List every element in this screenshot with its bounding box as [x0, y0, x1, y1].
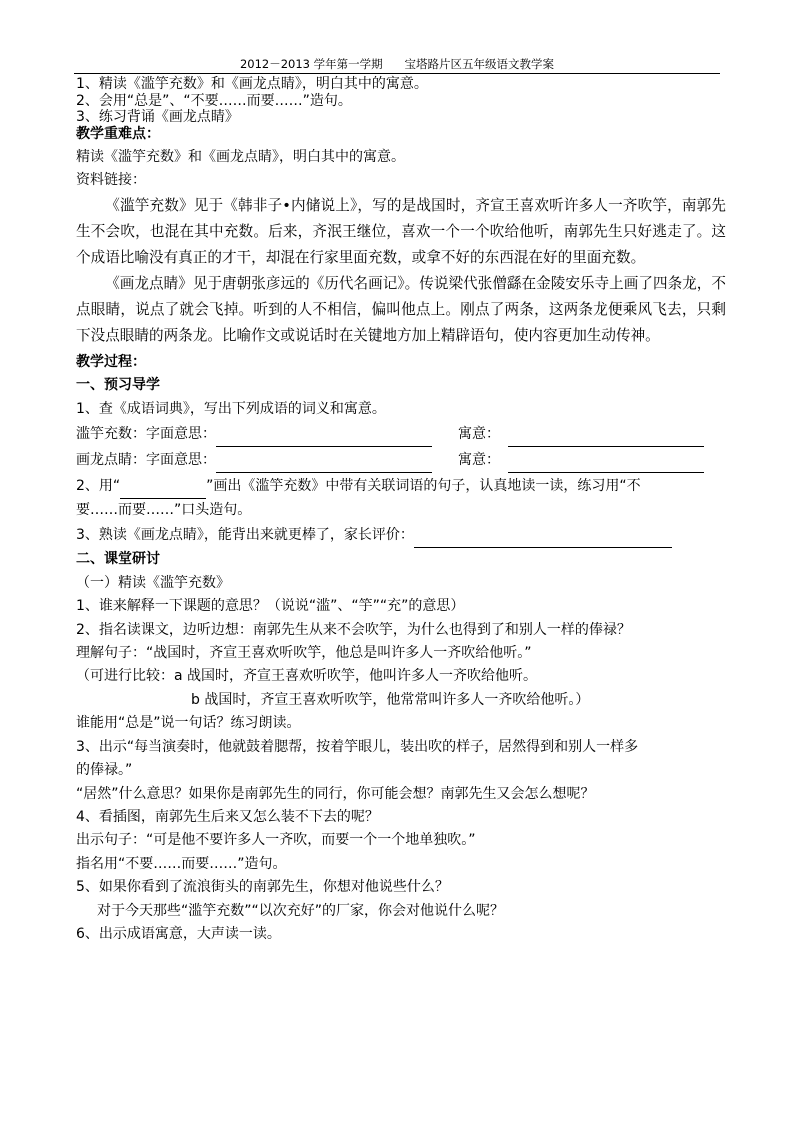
- preview-item-3-text: 3、熟读《画龙点睛》，能背出来就更棒了，家长评价：: [76, 527, 414, 544]
- idiom-row-2-label: 画龙点睛：字面意思：: [76, 452, 216, 469]
- goal-1: 1、精读《滥竽充数》和《画龙点睛》，明白其中的寓意。: [76, 76, 428, 92]
- moral-blank-1[interactable]: [508, 429, 704, 447]
- research-line-9: “居然”什么意思？如果你是南郭先生的同行，你可能会想？南郭先生又会怎么想呢？: [76, 785, 595, 802]
- idiom-row-2: [76, 447, 726, 473]
- resource-title: 资料链接：: [76, 172, 146, 189]
- preview-title: 一、预习导学: [76, 377, 160, 394]
- resource-paragraph-2: 《画龙点睛》见于唐朝张彦远的《历代名画记》。传说梁代张僧繇在金陵安乐寺上画了四条龙，不点眼睛，说点了就会飞掉。听到的人不相信，偏叫他点上。刚点了两条，这两条龙便乘风飞去，只剩下没点眼睛的两条龙。比喻作文或说话时在关键地方加上精辟语句，使内容更加生动传神。: [76, 274, 726, 344]
- research-line-2: 2、指名读课文，边听边想：南郭先生从来不会吹竽，为什么也得到了和别人一样的俸禄？: [76, 621, 631, 638]
- goal-3: 3、练习背诵《画龙点睛》: [76, 109, 239, 125]
- research-line-3: 理解句子：“战国时，齐宣王喜欢听吹竽，他总是叫许多人一齐吹给他听。”: [76, 645, 532, 662]
- parent-evaluation-blank[interactable]: [414, 530, 672, 548]
- research-line-13: 5、如果你看到了流浪街头的南郭先生，你想对他说些什么？: [76, 879, 449, 896]
- process-title: 教学过程：: [76, 353, 146, 370]
- preview-item-2: [76, 473, 726, 499]
- moral-blank-2[interactable]: [508, 455, 704, 473]
- research-line-14: 对于今天那些“滥竽充数”“以次充好”的厂家，你会对他说什么呢？: [97, 902, 505, 919]
- page-header: 2012－2013 学年第一学期 宝塔路片区五年级语文教学案: [74, 56, 720, 74]
- resource-paragraph-1: 《滥竽充数》见于《韩非子•内储说上》，写的是战国时，齐宣王喜欢听许多人一齐吹竽，南郭先生不会吹，也混在其中充数。后来，齐泯王继位，喜欢一个一个吹给他听，南郭先生只好逃走了。这个成语比喻没有真正的才干，却混在行家里面充数，或拿不好的东西混在好的里面充数。: [76, 196, 726, 266]
- research-subtitle-1: （一）精读《滥竽充数》: [76, 574, 230, 591]
- meaning-label-2: 寓意：: [458, 452, 500, 469]
- research-line-15: 6、出示成语寓意，大声读一读。: [76, 925, 281, 942]
- preview-item-2-start: 2、用“: [76, 478, 121, 495]
- literal-meaning-blank-2[interactable]: [216, 455, 432, 473]
- research-line-5: b 战国时，齐宣王喜欢听吹竽，他常常叫许多人一齐吹给他听。）: [191, 691, 590, 708]
- meaning-label-1: 寓意：: [458, 426, 500, 443]
- preview-item-2-end: ”画出《滥竽充数》中带有关联词语的句子，认真地读一读，练习用“不: [206, 478, 641, 495]
- research-line-4: （可进行比较：a 战国时，齐宣王喜欢听吹竽，他叫许多人一齐吹给他听。: [76, 668, 538, 685]
- research-line-11: 出示句子：“可是他不要许多人一齐吹，而要一个一个地单独吹。”: [76, 832, 476, 849]
- lesson-plan-body: [76, 76, 726, 946]
- research-line-1: 1、谁来解释一下课题的意思？（说说“滥”、“竽”“充”的意思）: [76, 598, 465, 615]
- research-line-12: 指名用“不要……而要……”造句。: [76, 855, 287, 872]
- research-line-6: 谁能用“总是”说一句话？练习朗读。: [76, 715, 301, 732]
- research-title: 二、课堂研讨: [76, 551, 160, 568]
- research-line-8: 的俸禄。”: [76, 762, 133, 779]
- literal-meaning-blank-1[interactable]: [216, 429, 432, 447]
- idiom-row-1-label: 滥竽充数：字面意思：: [76, 426, 216, 443]
- preview-item-1: 1、查《成语词典》，写出下列成语的词义和寓意。: [76, 400, 386, 417]
- preview-item-3: [76, 522, 726, 548]
- difficulty-title: 教学重难点：: [76, 125, 160, 142]
- difficulty-text: 精读《滥竽充数》和《画龙点睛》，明白其中的寓意。: [76, 149, 405, 165]
- idiom-row-1: [76, 421, 726, 447]
- underline-sample-blank: [120, 481, 206, 499]
- preview-item-2-cont: 要……而要……”口头造句。: [76, 502, 252, 519]
- goal-2: 2、会用“总是”、“不要……而要……”造句。: [76, 92, 352, 109]
- research-line-7: 3、出示“每当演奏时，他就鼓着腮帮，按着竽眼儿，装出吹的样子，居然得到和别人一样多: [76, 738, 639, 755]
- research-line-10: 4、看插图，南郭先生后来又怎么装不下去的呢？: [76, 808, 379, 825]
